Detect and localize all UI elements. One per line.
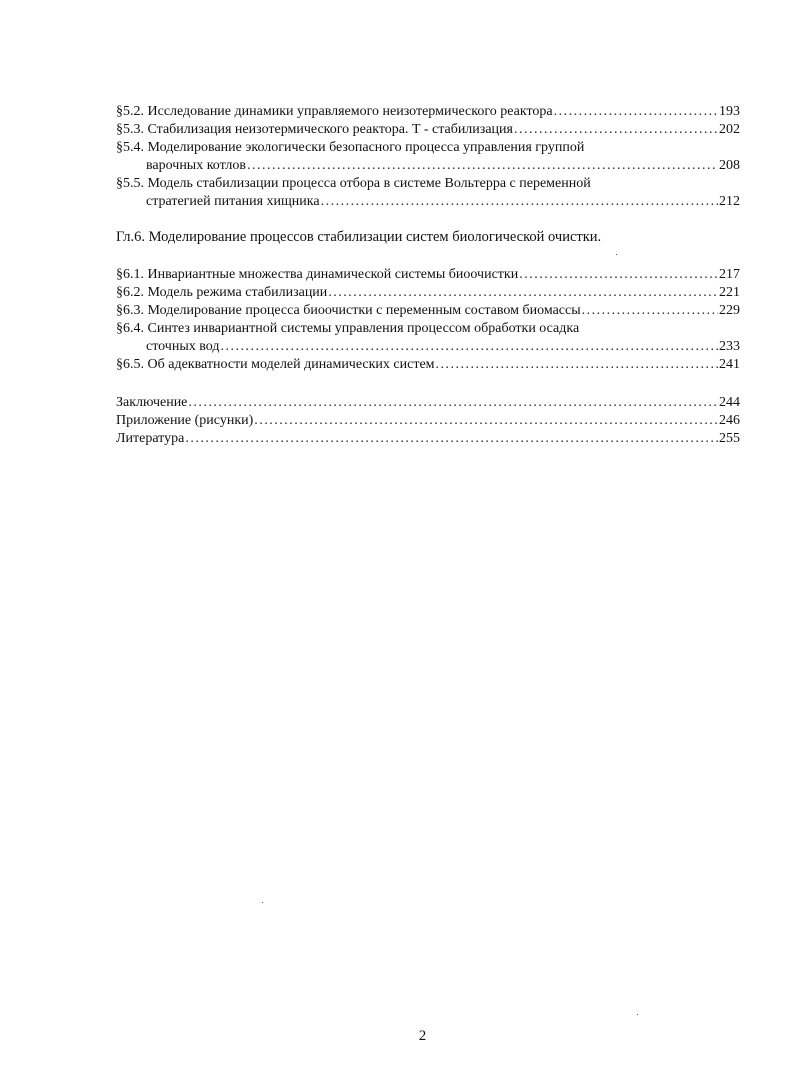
toc-entry-title: Приложение (рисунки) — [116, 413, 254, 428]
toc-entry-conclusion[interactable] — [116, 394, 740, 412]
toc-leader-dots — [554, 103, 718, 121]
toc-entry-5-3[interactable] — [116, 121, 740, 139]
toc-entry-page: 233 — [719, 339, 740, 354]
toc-entry-6-4[interactable] — [116, 338, 740, 356]
toc-entry-6-5[interactable] — [116, 356, 740, 374]
toc-entry-5-5[interactable] — [116, 193, 740, 211]
toc-entry-title: §5.3. Стабилизация неизотермического реактора. T - стабилизация — [116, 122, 513, 137]
toc-entry-title: стратегией питания хищника — [146, 194, 320, 209]
toc-entry-page: 246 — [719, 413, 740, 428]
toc-entry-title: Заключение — [116, 395, 188, 410]
toc-entry-title: §6.3. Моделирование процесса биоочистки с переменным составом биомассы — [116, 303, 581, 318]
toc-entry-title: §6.1. Инвариантные множества динамической системы биоочистки — [116, 267, 519, 282]
scan-speck — [637, 1014, 638, 1015]
toc-leader-dots — [514, 121, 718, 139]
toc-entry-page: 255 — [719, 431, 740, 446]
toc-leader-dots — [519, 266, 718, 284]
toc-entry-title: сточных вод — [146, 339, 220, 354]
toc-entry-page: 229 — [719, 303, 740, 318]
page-number: 2 — [418, 1028, 427, 1044]
toc-leader-dots — [185, 430, 718, 448]
scan-speck — [262, 902, 263, 903]
toc-entry-page: 208 — [719, 158, 740, 173]
toc-leader-dots — [220, 338, 718, 356]
toc-leader-dots — [328, 284, 718, 302]
toc-entry-title: Литература — [116, 431, 185, 446]
toc-leader-dots — [321, 193, 718, 211]
toc-leader-dots — [254, 412, 718, 430]
toc-entry-6-4-line1[interactable]: §6.4. Синтез инвариантной системы управления процессом обработки осадка — [116, 321, 580, 336]
toc-entry-page: 244 — [719, 395, 740, 410]
toc-leader-dots — [188, 394, 718, 412]
toc-entry-page: 212 — [719, 194, 740, 209]
toc-entry-title: §6.5. Об адекватности моделей динамических систем — [116, 357, 435, 372]
table-of-contents — [116, 103, 740, 448]
scan-speck — [616, 254, 617, 255]
toc-entry-title: варочных котлов — [146, 158, 246, 173]
toc-entry-5-4[interactable] — [116, 157, 740, 175]
toc-entry-page: 217 — [719, 267, 740, 282]
toc-chapter-6-heading[interactable]: Гл.6. Моделирование процессов стабилизации систем биологической очистки. — [116, 229, 602, 245]
toc-entry-page: 221 — [719, 285, 740, 300]
toc-entry-page: 202 — [719, 122, 740, 137]
toc-leader-dots — [247, 157, 718, 175]
toc-entry-5-5-line1[interactable]: §5.5. Модель стабилизации процесса отбора в системе Вольтерра с переменной — [116, 176, 591, 191]
toc-entry-title: §6.2. Модель режима стабилизации — [116, 285, 328, 300]
toc-entry-6-1[interactable] — [116, 266, 740, 284]
toc-leader-dots — [582, 302, 718, 320]
toc-entry-appendix[interactable] — [116, 412, 740, 430]
toc-entry-6-3[interactable] — [116, 302, 740, 320]
toc-leader-dots — [436, 356, 718, 374]
toc-entry-literature[interactable] — [116, 430, 740, 448]
toc-entry-5-2[interactable] — [116, 103, 740, 121]
toc-entry-page: 241 — [719, 357, 740, 372]
toc-entry-6-2[interactable] — [116, 284, 740, 302]
toc-entry-5-4-line1[interactable]: §5.4. Моделирование экологически безопасного процесса управления группой — [116, 140, 585, 155]
toc-entry-title: §5.2. Исследование динамики управляемого неизотермического реактора — [116, 104, 553, 119]
toc-entry-page: 193 — [719, 104, 740, 119]
